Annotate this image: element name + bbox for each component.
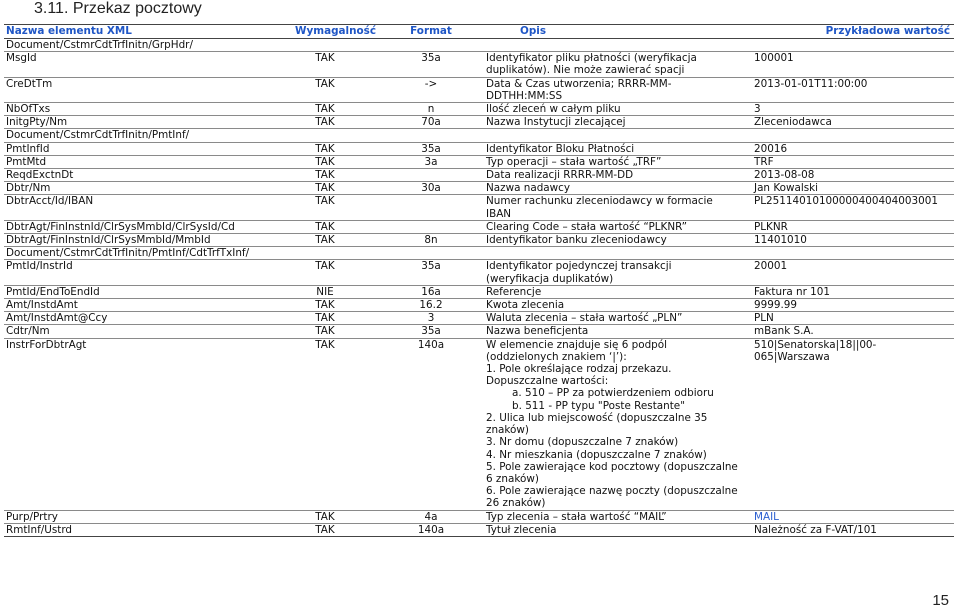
- cell-line: 510|Senatorska|18||00-: [754, 338, 877, 351]
- table-row: [4, 155, 954, 168]
- cell-line: Data & Czas utworzenia; RRRR-MM-: [486, 77, 672, 90]
- element-name-cell: DbtrAgt/FinInstnId/ClrSysMmbId/ClrSysId/Cd: [6, 220, 235, 233]
- cell-line: 11401010: [754, 234, 807, 247]
- cell-line: mBank S.A.: [754, 325, 814, 338]
- description-cell: [484, 312, 752, 325]
- element-name-cell: Purp/Prtry: [6, 510, 58, 523]
- cell-line: b. 511 - PP typu "Poste Restante": [512, 399, 685, 412]
- cell-line: Identyfikator pojedynczej transakcji: [486, 260, 672, 273]
- table-row: [4, 77, 954, 102]
- element-name-cell: CreDtTm: [6, 77, 53, 90]
- table-section-row: [4, 247, 954, 260]
- element-name-cell: PmtMtd: [6, 155, 47, 168]
- example-value-cell: [752, 312, 954, 325]
- cell-line: Numer rachunku zleceniodawcy w formacie: [486, 195, 713, 208]
- description-cell: [484, 285, 752, 298]
- example-value-cell: [752, 234, 954, 247]
- description-cell: [484, 77, 752, 102]
- col-header-required: Wymagalność: [272, 25, 378, 39]
- description-cell: [484, 338, 752, 510]
- cell-line: 6. Pole zawierające nazwę poczty (dopuszczalne: [486, 485, 738, 498]
- example-value-cell: [752, 77, 954, 102]
- element-name-cell: InstrForDbtrAgt: [6, 338, 87, 351]
- cell-line: a. 510 – PP za potwierdzeniem odbioru: [512, 387, 714, 400]
- cell-line: Identyfikator banku zleceniodawcy: [486, 234, 667, 247]
- cell-line: MAIL: [754, 510, 779, 523]
- example-value-cell: [752, 523, 954, 536]
- table-row: [4, 195, 954, 220]
- xml-spec-table: [4, 24, 954, 537]
- example-value-cell: [752, 142, 954, 155]
- description-cell: [484, 169, 752, 182]
- table-row: [4, 510, 954, 523]
- cell-line: Należność za F-VAT/101: [754, 523, 877, 536]
- description-cell: [484, 510, 752, 523]
- table-row: [4, 299, 954, 312]
- required-cell: TAK: [315, 182, 335, 195]
- cell-line: 2013-08-08: [754, 169, 815, 182]
- table-row: [4, 325, 954, 338]
- cell-line: Identyfikator pliku płatności (weryfikacja: [486, 52, 697, 65]
- table-row: [4, 285, 954, 298]
- table-row: [4, 182, 954, 195]
- cell-line: Dopuszczalne wartości:: [486, 375, 609, 388]
- cell-line: Zleceniodawca: [754, 116, 832, 129]
- cell-line: Typ operacji – stała wartość „TRF”: [486, 155, 662, 168]
- description-cell: [484, 325, 752, 338]
- description-cell: [484, 103, 752, 116]
- description-cell: [484, 142, 752, 155]
- element-name-cell: NbOfTxs: [6, 103, 51, 116]
- example-value-cell: [752, 510, 954, 523]
- description-cell: [484, 182, 752, 195]
- required-cell: TAK: [315, 312, 335, 325]
- format-cell: 30a: [421, 182, 441, 195]
- cell-line: Clearing Code – stała wartość “PLKNR”: [486, 220, 688, 233]
- required-cell: TAK: [315, 77, 335, 90]
- cell-line: 5. Pole zawierające kod pocztowy (dopuszczalne: [486, 460, 738, 473]
- cell-line: Identyfikator Bloku Płatności: [486, 142, 635, 155]
- table-row: [4, 234, 954, 247]
- element-name-cell: Amt/InstdAmt: [6, 299, 78, 312]
- description-cell: [484, 195, 752, 220]
- example-value-cell: [752, 260, 954, 285]
- description-cell: [484, 52, 752, 77]
- cell-line: Nazwa Instytucji zlecającej: [486, 116, 626, 129]
- cell-line: 4. Nr mieszkania (dopuszczalne 7 znaków): [486, 448, 707, 461]
- element-name-cell: PmtInfId: [6, 142, 50, 155]
- cell-line: 3: [754, 103, 761, 116]
- cell-line: 3. Nr domu (dopuszczalne 7 znaków): [486, 436, 679, 449]
- format-cell: 16.2: [419, 299, 443, 312]
- section-path: Document/CstmrCdtTrfInitn/GrpHdr/: [6, 39, 193, 51]
- description-cell: [484, 116, 752, 129]
- cell-line: Nazwa nadawcy: [486, 182, 571, 195]
- element-name-cell: RmtInf/Ustrd: [6, 523, 73, 536]
- cell-line: 100001: [754, 52, 794, 65]
- element-name-cell: MsgId: [6, 52, 37, 65]
- table-row: [4, 338, 954, 510]
- cell-line: Data realizacji RRRR-MM-DD: [486, 169, 634, 182]
- cell-line: Referencje: [486, 285, 542, 298]
- required-cell: TAK: [315, 169, 335, 182]
- cell-line: Kwota zlecenia: [486, 299, 565, 312]
- required-cell: TAK: [315, 103, 335, 116]
- cell-line: Ilość zleceń w całym pliku: [486, 103, 621, 116]
- element-name-cell: Cdtr/Nm: [6, 325, 50, 338]
- format-cell: 4a: [424, 510, 438, 523]
- table-row: [4, 142, 954, 155]
- example-value-cell: [752, 325, 954, 338]
- cell-line: 065|Warszawa: [754, 350, 830, 363]
- description-cell: [484, 260, 752, 285]
- cell-line: 2013-01-01T11:00:00: [754, 77, 868, 90]
- table-header-row: [4, 25, 954, 39]
- example-value-cell: [752, 52, 954, 77]
- cell-line: Typ zlecenia – stała wartość “MAIL”: [486, 510, 667, 523]
- format-cell: 70a: [421, 116, 441, 129]
- cell-line: duplikatów). Nie może zawierać spacji: [486, 64, 685, 77]
- example-value-cell: [752, 285, 954, 298]
- table-section-row: [4, 129, 954, 142]
- required-cell: TAK: [315, 523, 335, 536]
- example-value-cell: [752, 155, 954, 168]
- cell-line: 1. Pole określające rodzaj przekazu.: [486, 363, 672, 376]
- col-header-format: Format: [378, 25, 484, 39]
- example-value-cell: [752, 220, 954, 233]
- format-cell: 3: [427, 312, 435, 325]
- section-path: Document/CstmrCdtTrfInitn/PmtInf/CdtTrfTxInf/: [6, 247, 250, 260]
- table-row: [4, 103, 954, 116]
- example-value-cell: [752, 169, 954, 182]
- required-cell: NIE: [316, 285, 334, 298]
- description-cell: [484, 523, 752, 536]
- cell-line: Waluta zlecenia – stała wartość „PLN”: [486, 312, 683, 325]
- required-cell: TAK: [315, 195, 335, 208]
- format-cell: n: [427, 103, 435, 116]
- table-section-row: [4, 39, 954, 52]
- col-header-element: Nazwa elementu XML: [4, 25, 272, 39]
- format-cell: 35a: [421, 325, 441, 338]
- required-cell: TAK: [315, 510, 335, 523]
- cell-line: Jan Kowalski: [754, 182, 819, 195]
- col-header-description: Opis: [484, 25, 752, 39]
- cell-line: 9999.99: [754, 299, 797, 312]
- required-cell: TAK: [315, 116, 335, 129]
- cell-line: IBAN: [486, 207, 512, 220]
- description-cell: [484, 234, 752, 247]
- page-number: 15: [932, 592, 949, 609]
- cell-line: znaków): [486, 424, 529, 437]
- example-value-cell: [752, 116, 954, 129]
- example-value-cell: [752, 338, 954, 510]
- cell-line: Tytuł zlecenia: [486, 523, 557, 536]
- section-heading: 3.11. Przekaz pocztowy: [34, 0, 202, 17]
- table-row: [4, 220, 954, 233]
- cell-line: 2. Ulica lub miejscowość (dopuszczalne 35: [486, 411, 708, 424]
- element-name-cell: Amt/InstdAmt@Ccy: [6, 312, 108, 325]
- required-cell: TAK: [315, 234, 335, 247]
- cell-line: PL25114010100000400404003001: [754, 195, 938, 208]
- cell-line: 26 znaków): [486, 497, 546, 510]
- element-name-cell: DbtrAcct/Id/IBAN: [6, 195, 94, 208]
- section-path: Document/CstmrCdtTrfInitn/PmtInf/: [6, 129, 190, 142]
- example-value-cell: [752, 182, 954, 195]
- format-cell: 35a: [421, 52, 441, 65]
- required-cell: TAK: [315, 142, 335, 155]
- element-name-cell: DbtrAgt/FinInstnId/ClrSysMmbId/MmbId: [6, 234, 211, 247]
- required-cell: TAK: [315, 299, 335, 312]
- format-cell: [378, 169, 484, 182]
- cell-line: 20016: [754, 142, 788, 155]
- col-header-example: Przykładowa wartość: [752, 25, 954, 39]
- table-row: [4, 116, 954, 129]
- cell-line: W elemencie znajduje się 6 podpól: [486, 338, 667, 351]
- description-cell: [484, 155, 752, 168]
- element-name-cell: PmtId/InstrId: [6, 260, 73, 273]
- table-row: [4, 52, 954, 77]
- cell-line: 6 znaków): [486, 472, 539, 485]
- cell-line: DDTHH:MM:SS: [486, 89, 563, 102]
- required-cell: TAK: [315, 155, 335, 168]
- example-value-cell: [752, 299, 954, 312]
- required-cell: TAK: [315, 338, 335, 351]
- description-cell: [484, 299, 752, 312]
- format-cell: 35a: [421, 142, 441, 155]
- format-cell: 16a: [421, 285, 441, 298]
- format-cell: 140a: [417, 523, 445, 536]
- required-cell: TAK: [315, 220, 335, 233]
- element-name-cell: ReqdExctnDt: [6, 169, 74, 182]
- element-name-cell: Dbtr/Nm: [6, 182, 51, 195]
- cell-line: PLKNR: [754, 220, 788, 233]
- required-cell: TAK: [315, 325, 335, 338]
- format-cell: 140a: [417, 338, 445, 351]
- cell-line: (weryfikacja duplikatów): [486, 272, 614, 285]
- element-name-cell: InitgPty/Nm: [6, 116, 68, 129]
- table-body: [4, 39, 954, 537]
- format-cell: 3a: [424, 155, 438, 168]
- cell-line: Nazwa beneficjenta: [486, 325, 589, 338]
- example-value-cell: [752, 195, 954, 220]
- table-row: [4, 523, 954, 536]
- required-cell: TAK: [315, 260, 335, 273]
- required-cell: TAK: [315, 52, 335, 65]
- description-cell: [484, 220, 752, 233]
- format-cell: ->: [424, 77, 438, 90]
- table-row: [4, 260, 954, 285]
- example-value-cell: [752, 103, 954, 116]
- cell-line: (oddzielonych znakiem ‘|’):: [486, 350, 627, 363]
- format-cell: 35a: [421, 260, 441, 273]
- format-cell: [378, 195, 484, 220]
- table-row: [4, 169, 954, 182]
- element-name-cell: PmtId/EndToEndId: [6, 285, 100, 298]
- format-cell: [378, 220, 484, 233]
- cell-line: PLN: [754, 312, 774, 325]
- format-cell: 8n: [424, 234, 438, 247]
- cell-line: 20001: [754, 260, 788, 273]
- table-row: [4, 312, 954, 325]
- cell-line: TRF: [754, 155, 774, 168]
- cell-line: Faktura nr 101: [754, 285, 831, 298]
